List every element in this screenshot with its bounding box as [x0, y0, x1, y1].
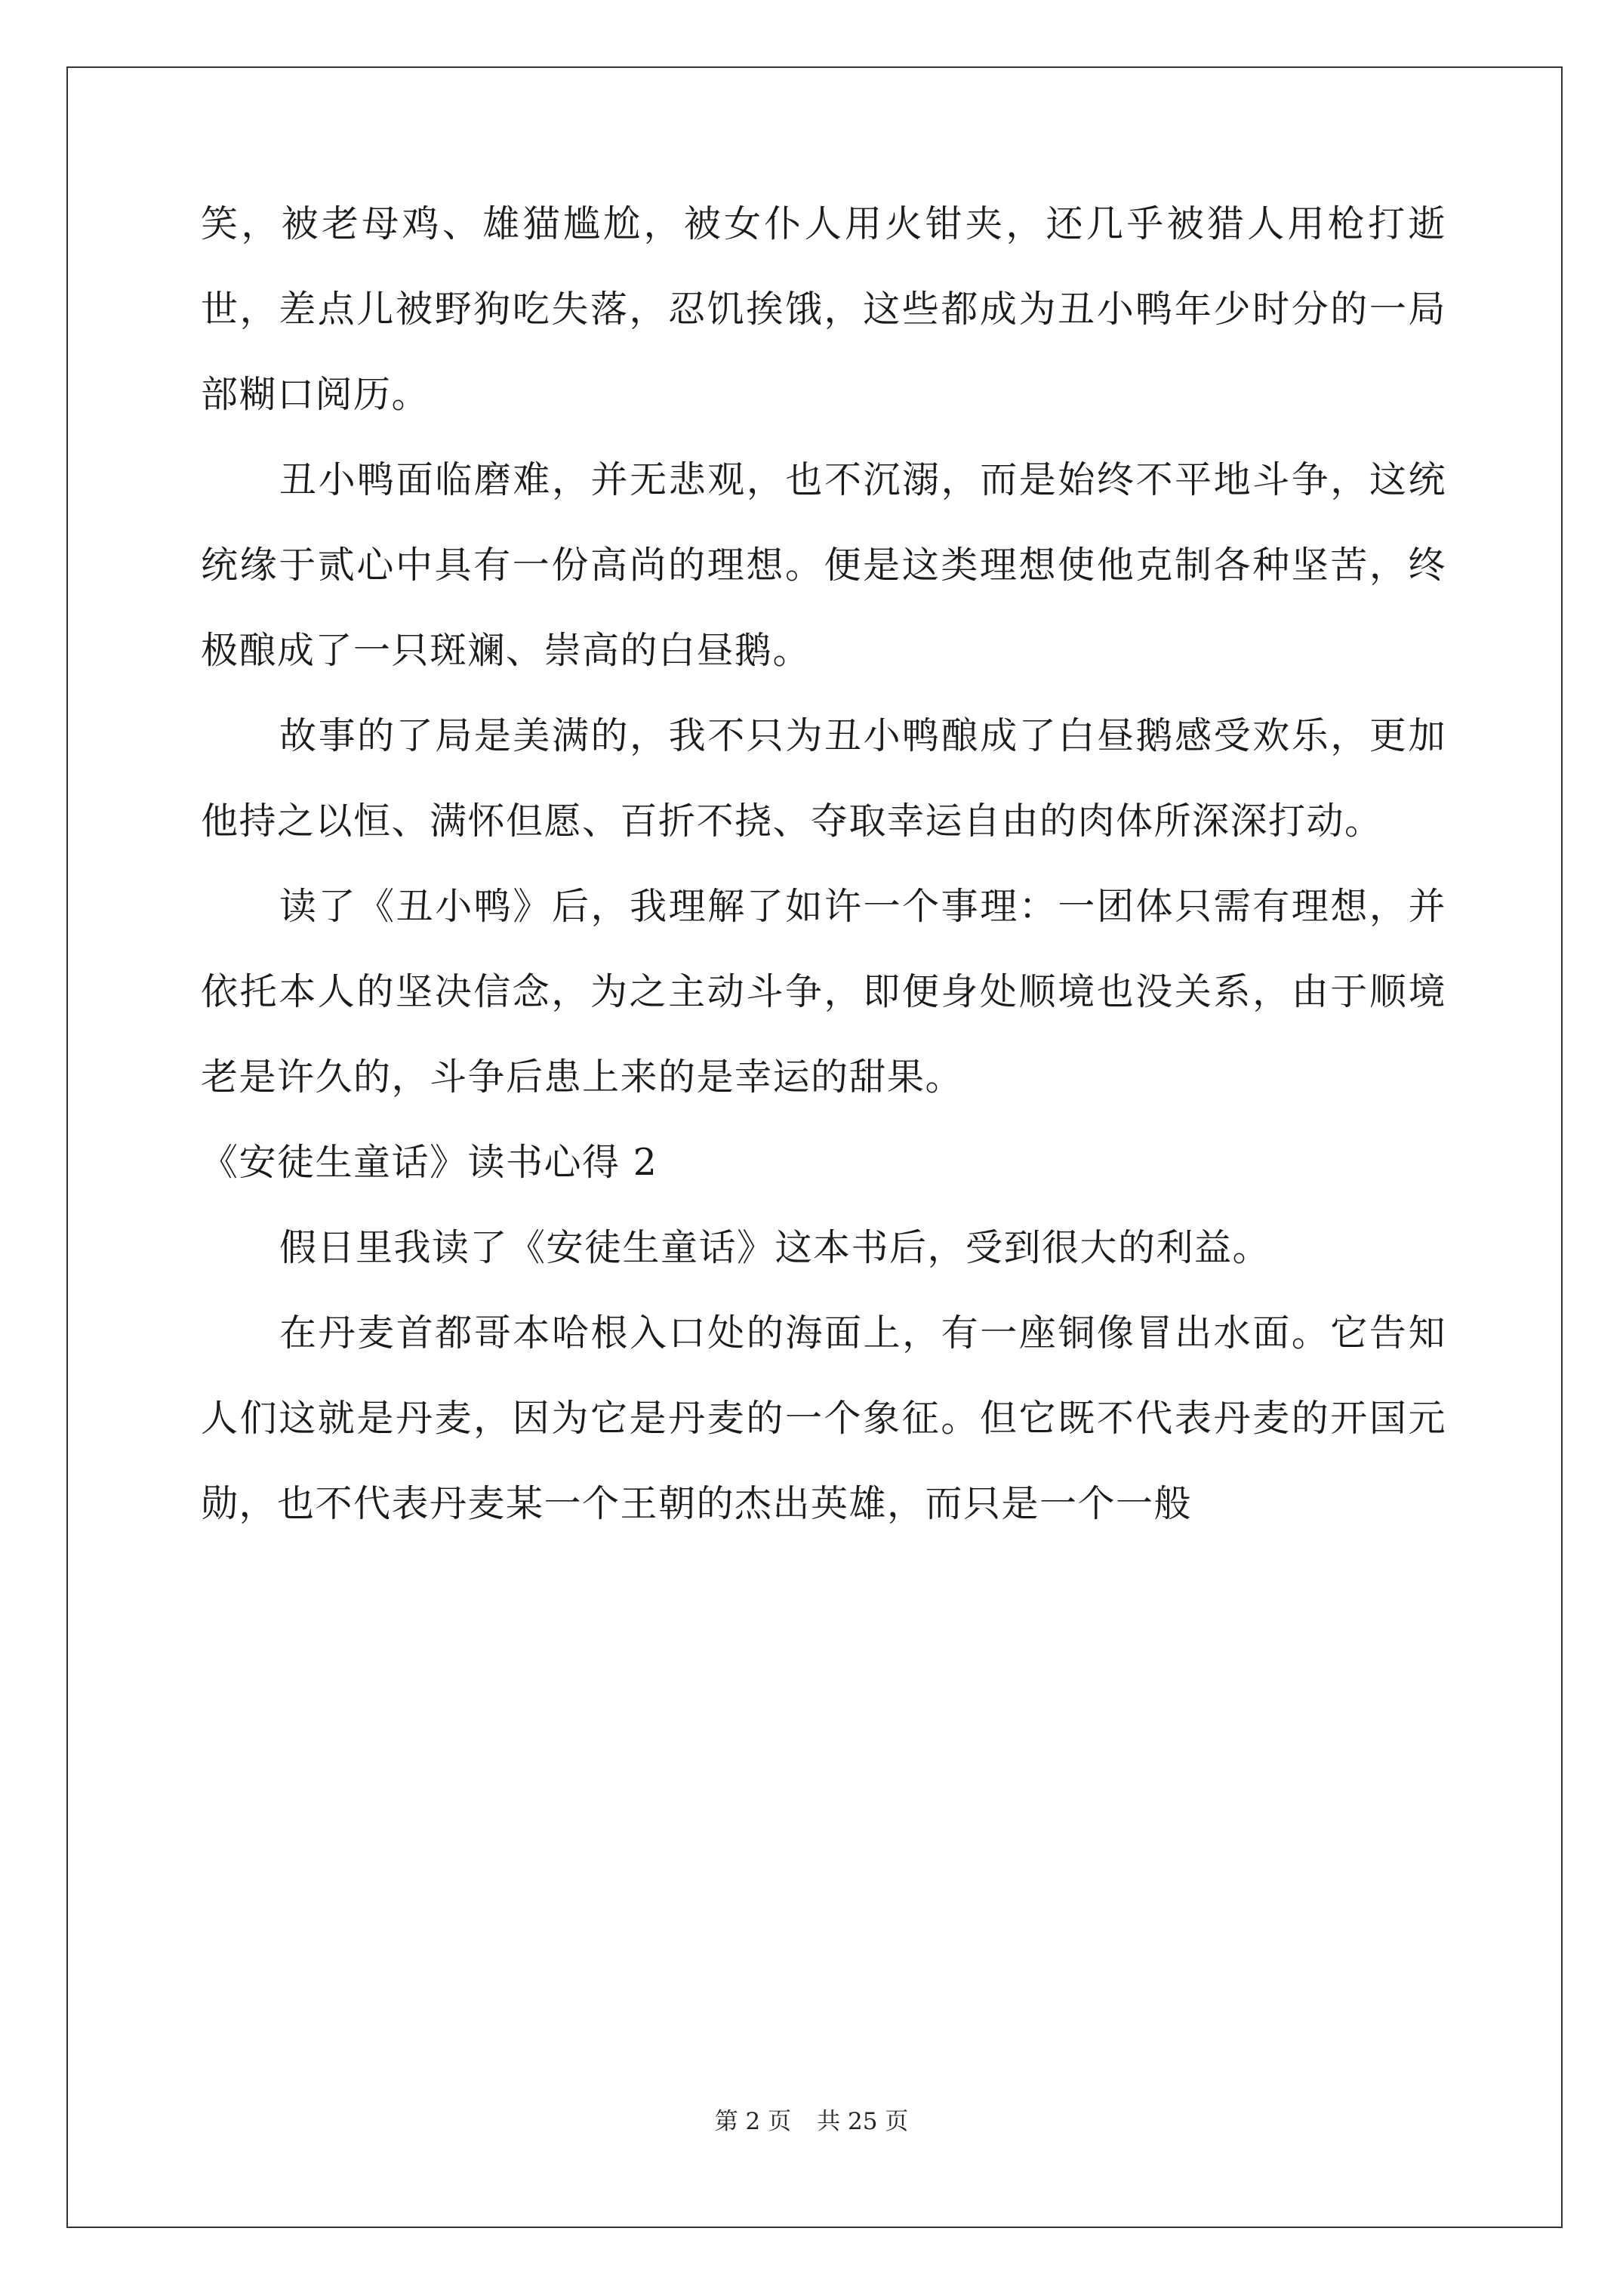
paragraph: 笑，被老母鸡、雄猫尴尬，被女仆人用火钳夹，还几乎被猎人用枪打逝世，差点儿被野狗吃失落，忍饥挨饿，这些都成为丑小鸭年少时分的一局部糊口阅历。	[201, 202, 1446, 416]
page-footer	[0, 2102, 1623, 2136]
page-total: 共 25 页	[817, 2108, 909, 2135]
paragraph: 在丹麦首都哥本哈根入口处的海面上，有一座铜像冒出水面。它告知人们这就是丹麦，因为它是丹麦的一个象征。但它既不代表丹麦的开国元勋，也不代表丹麦某一个王朝的杰出英雄，而只是一个一般	[201, 1311, 1446, 1525]
page-number: 第 2 页	[714, 2108, 792, 2135]
section-heading: 《安徒生童话》读书心得 2	[201, 1141, 658, 1184]
paragraph: 丑小鸭面临磨难，并无悲观，也不沉溺，而是始终不平地斗争，这统统缘于贰心中具有一份高尚的理想。便是这类理想使他克制各种坚苦，终极酿成了一只斑斓、崇高的白昼鹅。	[201, 458, 1446, 672]
paragraph: 读了《丑小鸭》后，我理解了如许一个事理：一团体只需有理想，并依托本人的坚决信念，为之主动斗争，即便身处顺境也没关系，由于顺境老是许久的，斗争后患上来的是幸运的甜果。	[201, 885, 1446, 1099]
paragraph: 假日里我读了《安徒生童话》这本书后，受到很大的利益。	[279, 1226, 1271, 1269]
paragraph: 故事的了局是美满的，我不只为丑小鸭酿成了白昼鹅感受欢乐，更加他持之以恒、满怀但愿、百折不挠、夺取幸运自由的肉体所深深打动。	[201, 714, 1446, 843]
document-body	[201, 181, 1446, 1546]
